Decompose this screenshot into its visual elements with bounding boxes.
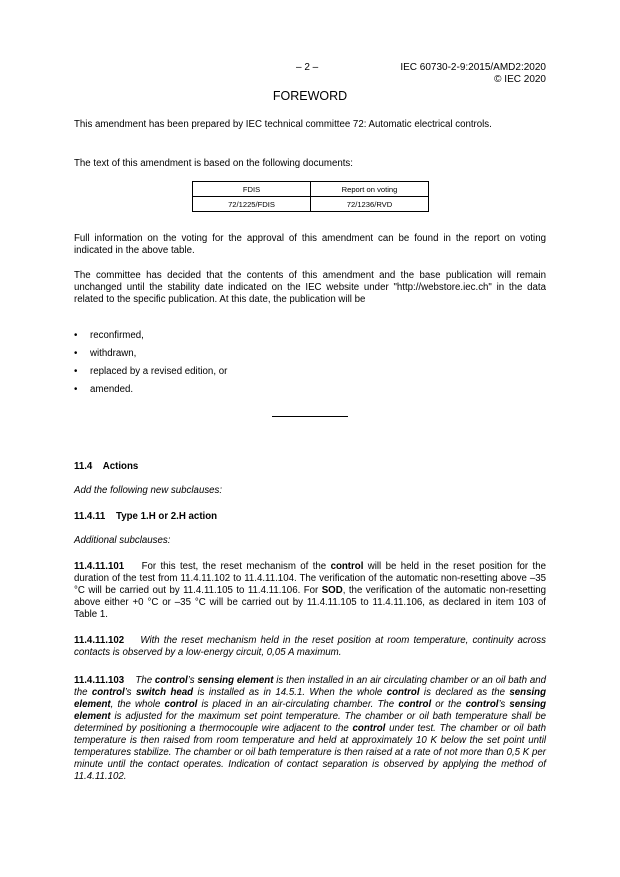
- clause-text: For this test, the reset mechanism of the: [141, 561, 331, 572]
- list-item-text: replaced by a revised edition, or: [90, 366, 228, 377]
- clause-text: ’s: [124, 687, 136, 698]
- defined-term: sensing element: [74, 699, 547, 722]
- clause-11-4-11-102: [74, 635, 546, 659]
- subsection-number: 11.4.11: [74, 511, 106, 522]
- table-header-row: [193, 182, 429, 197]
- clause-text: ’s: [187, 675, 198, 686]
- list-item-text: reconfirmed,: [90, 330, 144, 341]
- clause-text: ’s: [498, 699, 510, 710]
- clause-text: With the reset mechanism held in the reset position at room temperature, continuity across contacts is observed by a low-energy circuit, 0,05 A maximum.: [74, 635, 546, 658]
- subsection-title: Type 1.H or 2.H action: [116, 511, 218, 522]
- list-item-text: withdrawn,: [90, 348, 137, 359]
- page-title: FOREWORD: [272, 89, 348, 103]
- defined-term: control: [352, 723, 386, 734]
- table-cell: 72/1236/RVD: [311, 197, 429, 212]
- clause-text: The: [135, 675, 155, 686]
- voting-table: [192, 181, 429, 212]
- clause-text: under test. The chamber or oil bath temperature is then raised from room temperature and held at approximately 10 K below the set point until temperatures stabilize. The chamber or oil bath temperature is then raised at a rate of not more than 0,5 K per minute until the contact operates. Indication of contact separation is observed by applying the method of 11.4.11.102.: [74, 723, 547, 782]
- defined-term: control: [154, 675, 188, 686]
- clause-text: will be held in the reset position for the duration of the test from 11.4.11.102 to 11.4.11.104. The verification of the automatic non-resetting above –35 °C will be carried out by 11.4.11.105 to 11.4.11.106. For: [74, 561, 546, 596]
- clause-text: , the whole: [110, 699, 165, 710]
- section-number: 11.4: [74, 461, 93, 472]
- defined-term: switch head: [135, 687, 194, 698]
- doc-ref: IEC 60730-2-9:2015/AMD2:2020: [400, 62, 546, 73]
- clause-text: is placed in an air-circulating chamber. The: [197, 699, 399, 710]
- based-on-paragraph: The text of this amendment is based on the following documents:: [74, 158, 353, 169]
- clause-text: is installed as in 14.5.1. When the whole: [193, 687, 387, 698]
- defined-term: control: [164, 699, 198, 710]
- table-row: [193, 197, 429, 212]
- defined-term: control: [398, 699, 432, 710]
- clause-text: is adjusted for the maximum set point temperature. The chamber or oil bath temperature shall be determined by positioning a thermocouple wire adjacent to the: [74, 711, 546, 734]
- clause-11-4-11-101: [74, 561, 546, 621]
- bullet-icon: •: [74, 384, 78, 395]
- list-item: [74, 348, 227, 366]
- document-reference: [400, 62, 546, 86]
- voting-info-paragraph: Full information on the voting for the approval of this amendment can be found in the report on voting indicated in the above table.: [74, 233, 546, 256]
- table-cell: 72/1225/FDIS: [193, 197, 311, 212]
- subsection-instruction: Additional subclauses:: [74, 535, 171, 546]
- list-item-text: amended.: [90, 384, 134, 395]
- defined-term: sensing element: [197, 675, 274, 686]
- bullet-icon: •: [74, 366, 78, 377]
- bullet-icon: •: [74, 348, 78, 359]
- bullet-icon: •: [74, 330, 78, 341]
- clause-11-4-11-103: [74, 675, 546, 783]
- clause-text: or the: [431, 699, 466, 710]
- subsection-heading: [74, 511, 546, 523]
- clause-text: is then installed in an air circulating chamber or an oil bath and the: [74, 675, 546, 698]
- defined-term: control: [91, 687, 125, 698]
- page-number: – 2 –: [296, 62, 319, 73]
- clause-number: 11.4.11.103: [74, 675, 125, 686]
- intro-paragraph: This amendment has been prepared by IEC technical committee 72: Automatic electrical controls.: [74, 119, 492, 130]
- section-title: Actions: [102, 461, 139, 472]
- defined-term: control: [465, 699, 499, 710]
- committee-paragraph: The committee has decided that the contents of this amendment and the base publication will remain unchanged until the stability date indicated on the IEC website under "http://webstore.iec.ch" in the data related to the specific publication. At this date, the publication will be: [74, 270, 546, 305]
- clause-text: , the verification of the automatic non-resetting above either +0 °C or –35 °C will be carried out by 11.4.11.105 to 11.4.11.106, as declared in item 103 of Table 1.: [74, 585, 546, 620]
- clause-text: is declared as the: [419, 687, 510, 698]
- table-header-cell: Report on voting: [311, 182, 429, 197]
- copyright: © IEC 2020: [494, 74, 546, 85]
- bullet-list: [74, 330, 227, 402]
- clause-number: 11.4.11.102: [74, 635, 125, 646]
- section-instruction: Add the following new subclauses:: [74, 485, 223, 496]
- defined-term: control: [330, 561, 364, 572]
- defined-term: sensing element: [74, 687, 546, 710]
- list-item: [74, 366, 227, 384]
- defined-term: SOD: [321, 585, 343, 596]
- list-item: [74, 384, 227, 402]
- table-header-cell: FDIS: [193, 182, 311, 197]
- list-item: [74, 330, 227, 348]
- defined-term: control: [386, 687, 420, 698]
- clause-number: 11.4.11.101: [74, 561, 125, 572]
- section-heading: [74, 461, 546, 473]
- divider: [272, 416, 348, 417]
